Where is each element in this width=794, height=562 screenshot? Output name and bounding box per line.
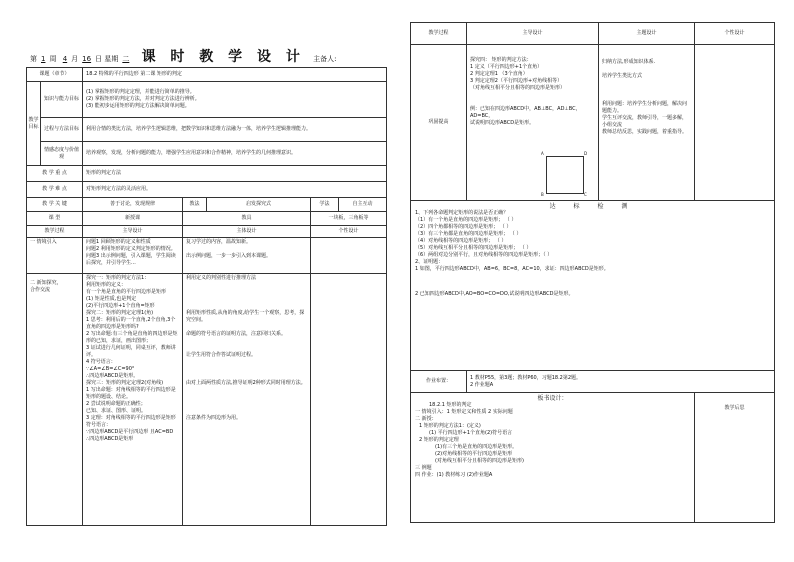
- tools-value: 一块板，三角板等: [311, 212, 387, 226]
- exercise-line: （5）对角线互相平分且相等的四边形是矩形； （ ）: [415, 245, 532, 251]
- exercise-line: （4）对角线相等的四边形是矩形； （ ）: [415, 238, 507, 244]
- step-body-design: 利用定义的判别性进行推理方法 利用矩形性质,从角的角度,给学生一个观察，思考，探究空间。 命题的符号语言的证明方法，注意回归关系。 让学生用符合作答试证明过程。 由对上面两性质方法,推导证明2种形式同时用理方法。 注意条件为四边形为用。: [183, 274, 311, 526]
- board-line: 18.2.1 矩形的判定: [429, 402, 472, 408]
- consolidate-lead: 探究四： 矩形的判定方法： 1 定义（平行四边形+1个直角） 2 判定定理1 （3个直角） 3 判定定理2（平行四边形+对角线相等） （对角线互相平分且相等的四边形是矩形） 例：已知在四边形ABCD中，AB⊥BC，AD⊥BC，AD=BC， 试说明四边形ABCD是矩形。: [467, 45, 599, 201]
- exercise-line: 1、下列各命题判定矩形的说法是否正确？: [415, 210, 509, 216]
- board-title: 板书设计：: [537, 395, 568, 402]
- goal-emotion-label: 情感态度与价值观: [41, 142, 83, 166]
- col-header-personal: 个性设计: [311, 226, 387, 238]
- col-header-lead: 主导设计: [83, 226, 183, 238]
- goal-knowledge-value: (1) 掌握矩形的判定定理，并能进行简单的推导。 (2) 掌握矩形的判定方法，并对判定方法进行辨析。 (3) 能初步运用矩形的判定方法解决简单问题。: [83, 82, 387, 118]
- key-law-value: 善于讨论，发现规律: [83, 198, 183, 212]
- step-label: 二 新知探究， 合作交流: [27, 274, 83, 526]
- type-value: 新授课: [83, 212, 183, 226]
- tools-label: 教具: [183, 212, 311, 226]
- exercise-line: 2、证明题：: [415, 259, 444, 265]
- vertex-label: A: [541, 151, 544, 156]
- weekday-prefix: 星期: [104, 55, 119, 63]
- key-point-label: 教 学 重 点: [27, 166, 83, 182]
- consolidate-personal: [695, 45, 775, 201]
- preparer-label: 主备人:: [313, 55, 337, 63]
- col-header-personal: 个性设计: [695, 23, 775, 45]
- vertex-label: B: [541, 192, 544, 197]
- goal-knowledge-label: 知识与能力目标: [41, 82, 83, 118]
- lesson-plan-table-left: [26, 67, 387, 526]
- exercise-line: 1 如图，平行四边形ABCD中，AB=6，BC=8，AC=10，求证：四边形ABCD是矩形。: [415, 266, 609, 272]
- goal-process-label: 过程与方法目标: [41, 118, 83, 142]
- step-lead-design: 探究一：矩形的判定方法1： 利用矩形的定义： 有一个角是直角的平行四边形是矩形 (1) 矩是性质,也是判定 (2)平行四边形+1个直角=矩形 探究二：矩形的判定定理1(角) 1 思考：利用后的一个直角,2个直角,3个直角的四边形是矩形吗? 2 写出命题:有三个角是直角的四边形是矩形的已知，求证，画出图形； 3 证试进行几何证明，同桌互评，教师讲评。 4 符号语言： ∵∠A=∠B=∠C=90° ∴四边形ABCD是矩形。 探究三：矩形的判定定理2(对角线) 1 写出命题：对角线相等的平行四边形是矩形的题设、结论。 2 尝试说明命题的正确性； 已知、求证、图形、证明。 3 定理：对角线相等的平行四边形是矩形 符号语言： ∵四边形ABCD是平行四边形 且AC=BD ∴四边形ABCD是矩形: [83, 274, 183, 526]
- method-label: 教法: [183, 198, 207, 212]
- rectangle-figure: [546, 156, 584, 194]
- topic-label: 课题（章节）: [27, 68, 83, 82]
- step-body-design: 复习学过的内容，温故知新。 出示例问题，一步一步引入到本课题。: [183, 238, 311, 274]
- month-unit: 月: [71, 55, 79, 63]
- board-section: [411, 393, 695, 523]
- step-personal-design: [311, 274, 387, 526]
- board-line: 2 矩形的判定定理: [419, 437, 459, 443]
- page-header: [30, 46, 337, 66]
- day-value: 16: [82, 55, 92, 63]
- board-line: (对角线互相平分且相等的四边形是矩形): [435, 458, 524, 464]
- step-label: 一 情境引入: [27, 238, 83, 274]
- week-unit: 周: [49, 55, 57, 63]
- key-point-value: 矩形的判定方法: [83, 166, 387, 182]
- step-lead-design: 问题1 回顾矩形的定义和性质 问题2 利用矩形的定义判定矩形的情况。 问题3 出示例问题，引入课题，学生阅读后探究，并引导学生...: [83, 238, 183, 274]
- weekday-value: 二: [122, 55, 130, 63]
- exercise-section: [411, 201, 775, 371]
- homework-label: 作业布置：: [411, 371, 467, 393]
- exercise-line: （2）四个角都相等的四边形是矩形； （ ）: [415, 224, 512, 230]
- study-label: 学法: [311, 198, 339, 212]
- goal-emotion-value: 培养观察，发现，分析问题的能力，增强学生应用意识和合作精神，培养学生的几何推理意识。: [83, 142, 387, 166]
- study-value: 自主互动: [339, 198, 387, 212]
- consolidate-body: 归纳方法,形成知识体系. 培养学生类比方式 利用问题：培养学生分析问题，解决问题能力。 学生互评交流，教师引导，一题多解，小组交流 教师总结反思，实践问题，着重指导。: [599, 45, 695, 201]
- topic-value: 18.2 特殊的平行四边形 第二课 矩形的判定: [83, 68, 387, 82]
- board-line: (2)对角线相等的平行四边形是矩形: [435, 451, 513, 457]
- step-personal-design: [311, 238, 387, 274]
- week-prefix: 第: [30, 55, 37, 63]
- homework-value: 1 教材P55，第3题；教材P60，习题18.2第2题。 2 作业题A: [467, 371, 775, 393]
- month-value: 4: [62, 55, 68, 63]
- board-line: (1)有三个角是直角的四边形是矩形。: [435, 444, 518, 450]
- exercise-line: 2 已知四边形ABCD中,AO=BO=CO=DO,试说明四边形ABCD是矩形。: [415, 291, 574, 297]
- col-header-lead: 主导设计: [467, 23, 599, 45]
- vertex-label: C: [584, 192, 587, 197]
- consolidate-label: 巩固提高: [411, 45, 467, 201]
- col-header-process: 教学过程: [27, 226, 83, 238]
- vertex-label: D: [584, 151, 588, 156]
- difficulty-value: 对矩形判定方法的灵活应用。: [83, 182, 387, 198]
- method-value: 启发探究式: [207, 198, 311, 212]
- goal-main-label: 教学目标: [27, 82, 41, 166]
- lesson-plan-table-right: [410, 22, 775, 523]
- exercise-line: （6）两组对边分别平行，且对角线相等的四边形是矩形；（ ）: [415, 252, 553, 258]
- col-header-body: 主体设计: [183, 226, 311, 238]
- week-number: 1: [41, 55, 46, 63]
- goal-process-value: 利用合情的类比方法，培养学生逻辑思维，把数学知识和思维方法融为一体，培养学生逻辑推理能力。: [83, 118, 387, 142]
- col-header-process: 教学过程: [411, 23, 467, 45]
- board-right-title: 教学后思: [695, 393, 775, 523]
- col-header-body: 主题设计: [599, 23, 695, 45]
- exercise-line: [415, 273, 770, 291]
- day-unit: 日: [95, 55, 103, 63]
- board-line: 1 矩形的判定方法1：(定义): [419, 423, 481, 429]
- board-line: 二 新授：: [415, 416, 437, 422]
- board-line: 三 例题: [415, 465, 432, 471]
- difficulty-label: 教 学 难 点: [27, 182, 83, 198]
- key-law-label: 教 学 关 键: [27, 198, 83, 212]
- exercise-line: （3）有三个角都是直角的四边形是矩形； （ ）: [415, 231, 522, 237]
- board-line: 四 作业：(1) 教材练习 (2)作业题A: [415, 472, 493, 478]
- type-label: 课 型: [27, 212, 83, 226]
- exercise-title: 达 标 检 测: [549, 203, 636, 210]
- page-title: 课 时 教 学 设 计: [141, 49, 305, 65]
- exercise-line: （1）有一个角是直角的四边形是矩形； （ ）: [415, 217, 517, 223]
- board-line: (1) 平行四边形+1个直角(2)符号语言: [429, 430, 513, 436]
- board-line: 一 情境引入：1 矩形定义和性质 2 实际问题: [415, 409, 513, 415]
